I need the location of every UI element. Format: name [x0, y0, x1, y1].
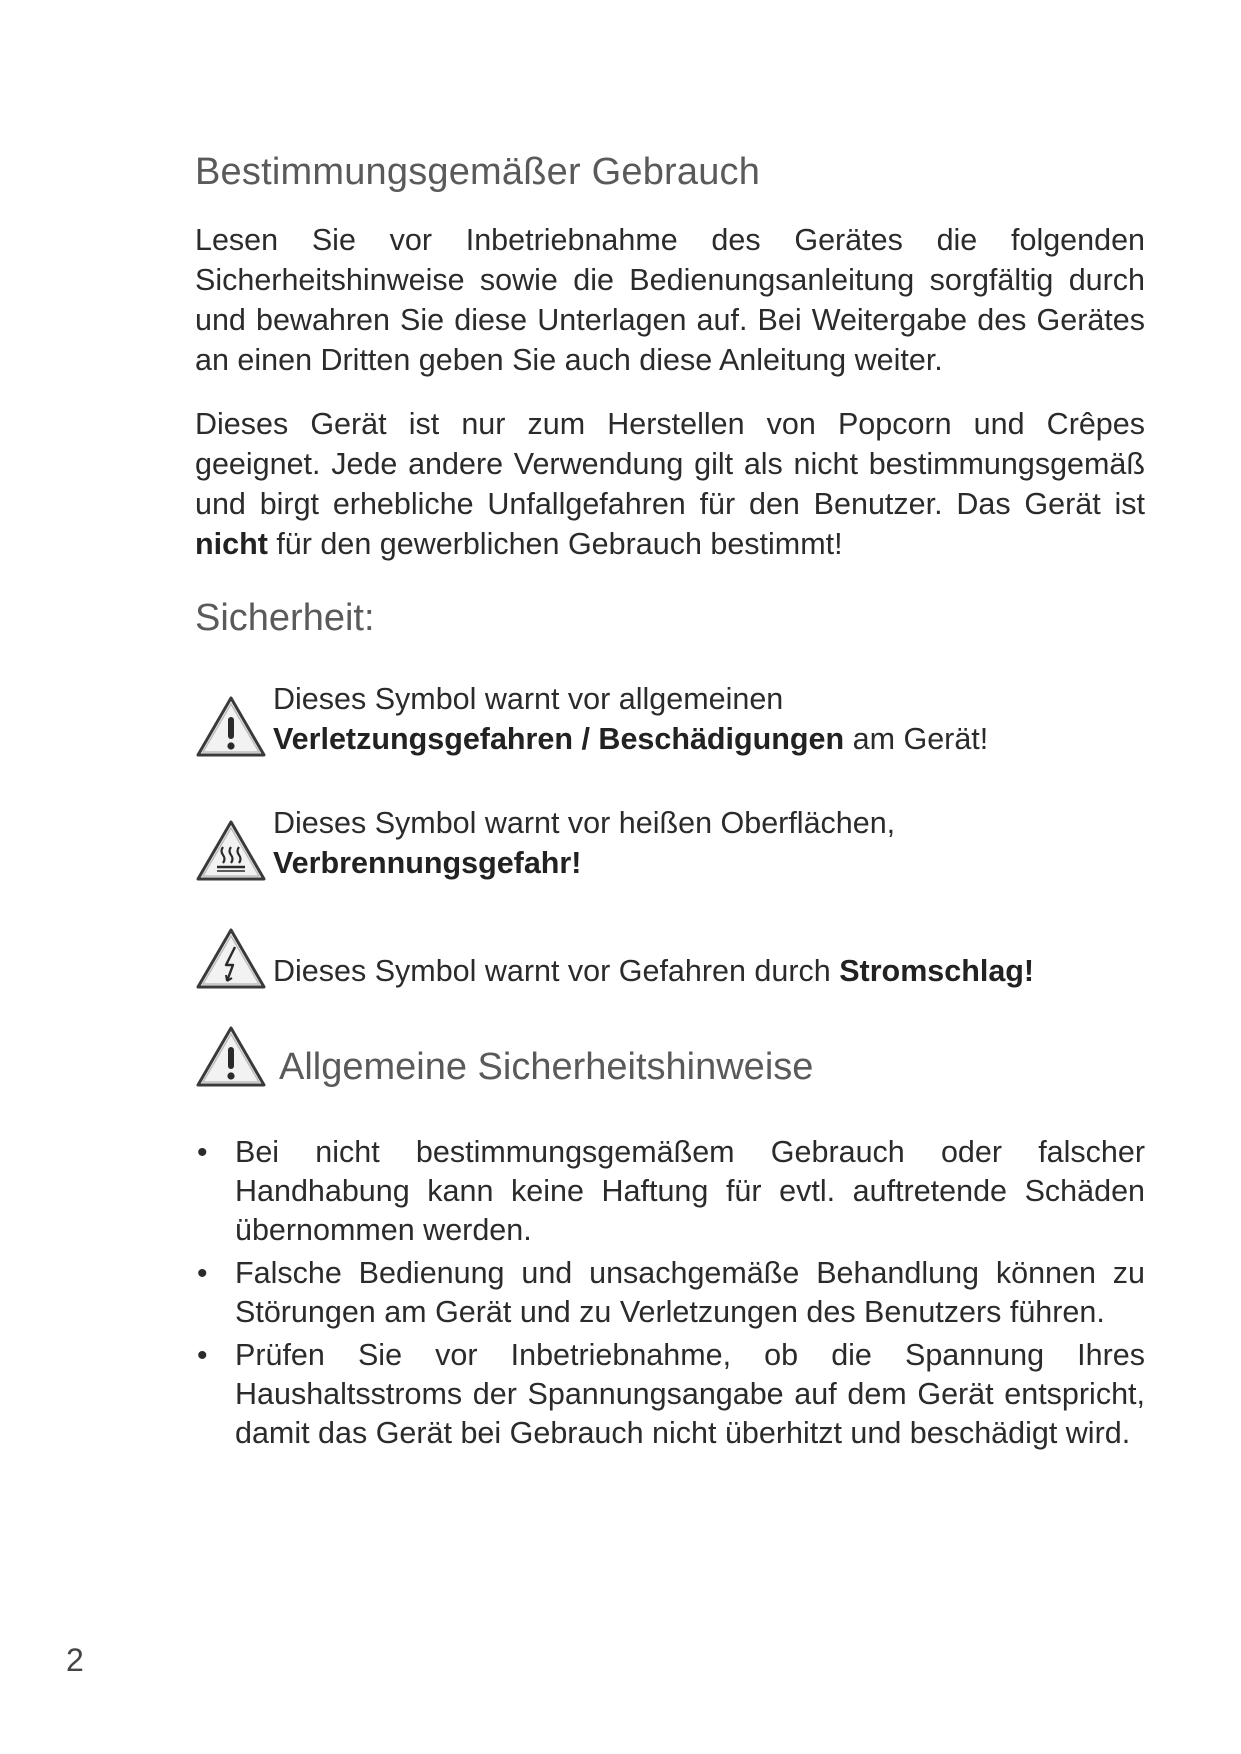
warning-general-line1: Dieses Symbol warnt vor allgemeinen — [273, 682, 784, 717]
warning-general-bold: Verletzungsgefahren / Beschädigungen — [273, 722, 845, 757]
warning-hot-surface — [195, 803, 1145, 883]
intro-paragraph: Lesen Sie vor Inbetriebnahme des Gerätes die folgenden Sicherheitshinweise sowie die Bedienungsanleitung sorgfältig durch und bewahren Sie diese Unterlagen auf. Bei Weitergabe des Gerätes an einen Dritten geben Sie auch diese Anleitung weiter. — [195, 222, 1145, 377]
list-item — [195, 1133, 1145, 1250]
page-content — [195, 150, 1145, 1457]
warning-hot-bold: Verbrennungsgefahr! — [273, 846, 582, 881]
warning-exclamation-icon — [195, 1025, 267, 1089]
bullet-text: Falsche Bedienung und unsachgemäße Behandlung können zu Störungen am Gerät und zu Verletzungen des Benutzers führen. — [235, 1256, 1145, 1330]
list-item — [195, 1254, 1145, 1332]
warning-hot-line2 — [273, 843, 895, 883]
warning-general-suffix: am Gerät! — [844, 722, 989, 757]
warning-general-line2 — [273, 719, 988, 759]
warning-electric — [195, 927, 1145, 991]
general-safety-title: Allgemeine Sicherheitshinweise — [279, 1046, 814, 1089]
general-safety-header — [195, 1025, 1145, 1089]
usage-paragraph — [195, 404, 1145, 564]
safety-bullet-list — [195, 1133, 1145, 1453]
warning-hot-surface-text — [273, 803, 895, 883]
bullet-text: Bei nicht bestimmungsgemäßem Gebrauch oder falscher Handhabung kann keine Haftung für evtl. auftretende Schäden übernommen werden. — [235, 1135, 1145, 1248]
warning-general-text — [273, 679, 988, 759]
warning-electric-text — [273, 951, 1034, 991]
warning-hot-line1: Dieses Symbol warnt vor heißen Oberflächen, — [273, 806, 896, 841]
usage-text-start: Dieses Gerät ist nur zum Herstellen von Popcorn und Crêpes geeignet. Jede andere Verwendung gilt als nicht bestimmungsgemäß und birgt erhebliche Unfallgefahren für den Benutzer. Das Gerät ist — [195, 406, 1145, 521]
bullet-dot: • — [197, 1136, 208, 1170]
list-item — [195, 1336, 1145, 1453]
hot-surface-icon — [195, 819, 267, 883]
usage-text-bold: nicht — [195, 526, 268, 561]
page-number: 2 — [66, 1642, 84, 1678]
warning-exclamation-icon — [195, 695, 267, 759]
warning-general — [195, 679, 1145, 759]
bullet-dot: • — [197, 1257, 208, 1291]
warning-electric-line: Dieses Symbol warnt vor Gefahren durch — [273, 954, 840, 989]
bullet-dot: • — [197, 1339, 208, 1373]
safety-heading: Sicherheit: — [195, 596, 375, 639]
electric-shock-icon — [195, 927, 267, 991]
section-heading: Bestimmungsgemäßer Gebrauch — [195, 151, 761, 193]
warning-electric-bold: Stromschlag! — [839, 954, 1035, 989]
usage-text-end: für den gewerblichen Gebrauch bestimmt! — [267, 526, 843, 561]
bullet-text: Prüfen Sie vor Inbetriebnahme, ob die Spannung Ihres Haushaltsstroms der Spannungsangabe auf dem Gerät entspricht, damit das Gerät bei Gebrauch nicht überhitzt und beschädigt wird. — [235, 1338, 1145, 1451]
